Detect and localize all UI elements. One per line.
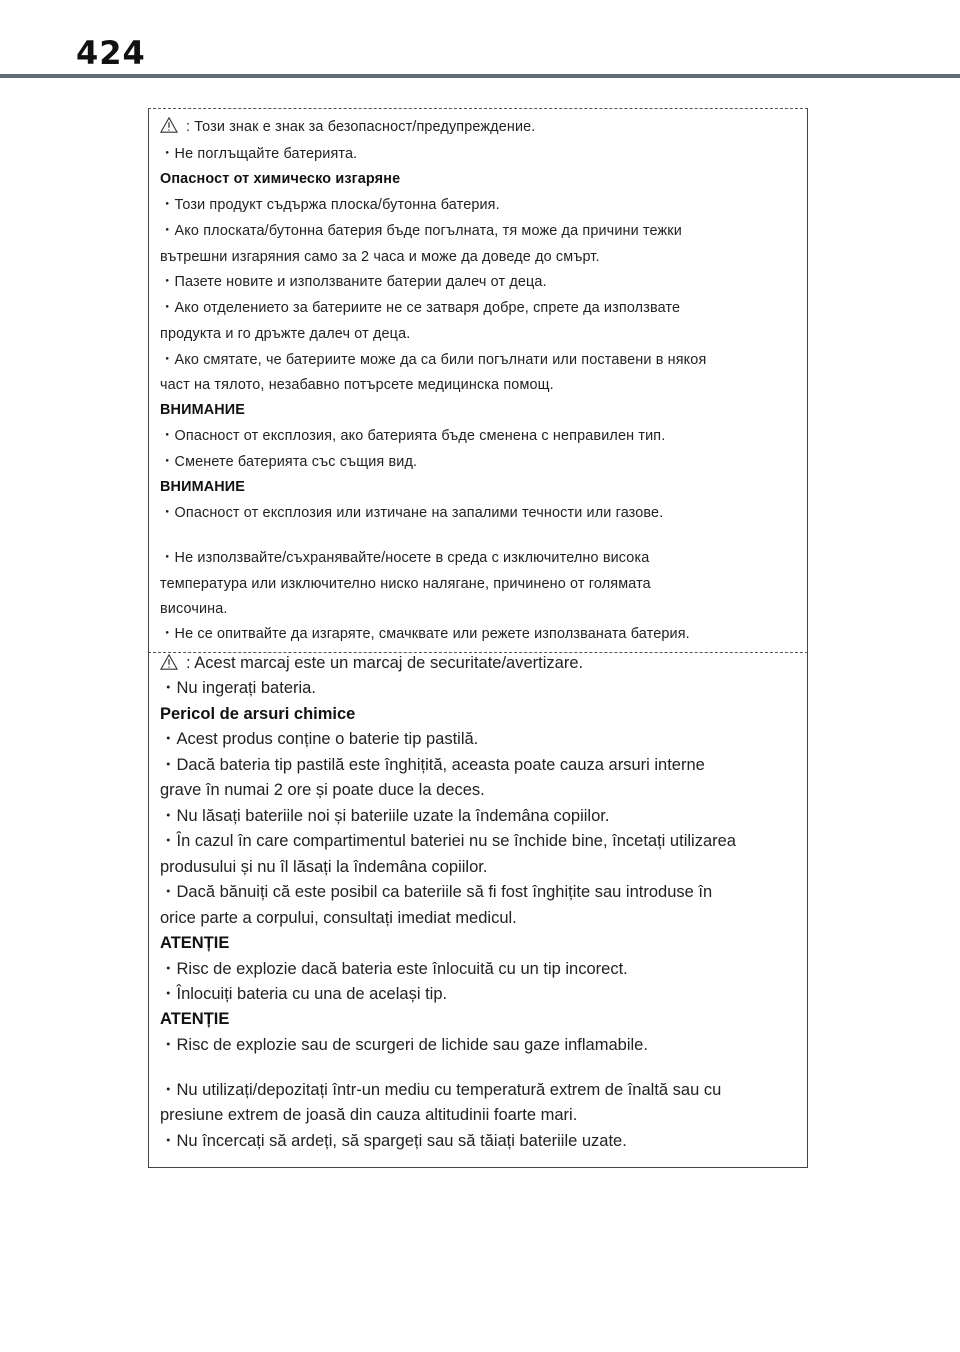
line-text: ・Dacă bateria tip pastilă este înghițită, aceasta poate cauza arsuri interne (160, 756, 705, 774)
warning-text-line (160, 780, 485, 800)
line-text: температура или изключително ниско налягане, причинено от голямата (160, 576, 651, 592)
warning-symbol-line (160, 653, 583, 673)
line-text: ・Ако смятате, че батериите може да са били погълнати или поставени в някоя (160, 352, 707, 368)
line-text: Опасност от химическо изгаряне (160, 171, 401, 187)
warning-text-line (160, 548, 649, 568)
line-text: вътрешни изгаряния само за 2 часа и може да доведе до смърт. (160, 249, 600, 265)
line-text: ・Risc de explozie sau de scurgeri de lichide sau gaze inflamabile. (160, 1036, 648, 1054)
warning-text-line (160, 221, 682, 241)
warning-text-line (160, 1035, 648, 1055)
warning-text-line (160, 574, 651, 594)
line-text: ・Ако отделението за батериите не се затваря добре, спрете да използвате (160, 300, 681, 316)
section-heading (160, 477, 245, 497)
section-heading (160, 400, 245, 420)
warning-text-line (160, 678, 316, 698)
warning-text-line (160, 984, 447, 1004)
line-text: : Този знак е знак за безопасност/предупреждение. (186, 119, 536, 135)
line-text: ・Този продукт съдържа плоска/бутонна батерия. (160, 197, 500, 213)
warning-text-line (160, 144, 357, 164)
line-text: ・Опасност от експлозия, ако батерията бъде сменена с неправилен тип. (160, 428, 666, 444)
section-heading (160, 169, 400, 189)
line-text: Pericol de arsuri chimice (160, 705, 356, 723)
section-heading (160, 704, 355, 724)
section-heading (160, 933, 229, 953)
line-text: продукта и го дръжте далеч от деца. (160, 326, 411, 342)
warning-text-line (160, 272, 547, 292)
line-text: presiune extrem de joasă din cauza altitudinii foarte mari. (160, 1106, 578, 1124)
line-text: ・Не поглъщайте батерията. (160, 146, 358, 162)
warning-text-line (160, 755, 705, 775)
line-text: : Acest marcaj este un marcaj de securitate/avertizare. (186, 654, 584, 672)
line-text: orice parte a corpului, consultați imediat medicul. (160, 909, 517, 927)
line-text: ・Nu încercați să ardeți, să spargeți sau să tăiați bateriile uzate. (160, 1132, 627, 1150)
warning-text-line (160, 247, 600, 267)
line-text: част на тялото, незабавно потърсете медицинска помощ. (160, 377, 554, 393)
line-text: ・Nu utilizați/depozitați într-un mediu cu temperatură extrem de înaltă sau cu (160, 1081, 722, 1099)
warning-text-line (160, 729, 478, 749)
line-text: ・Сменете батерията със същия вид. (160, 454, 418, 470)
line-text: produsului și nu îl lăsați la îndemâna copiilor. (160, 858, 488, 876)
line-text: ・Înlocuiți bateria cu una de același tip. (160, 985, 448, 1003)
line-text: ・Acest produs conține o baterie tip pastilă. (160, 730, 479, 748)
warning-text-line (160, 806, 609, 826)
warning-symbol-line (160, 116, 535, 137)
line-text: ВНИМАНИЕ (160, 479, 246, 495)
line-text: grave în numai 2 ore și poate duce la deces. (160, 781, 485, 799)
line-text: ・Опасност от експлозия или изтичане на запалими течности или газове. (160, 505, 664, 521)
line-text: ・Ако плоската/бутонна батерия бъде погълната, тя може да причини тежки (160, 223, 682, 239)
warning-text-line (160, 599, 228, 619)
warning-text-line (160, 503, 663, 523)
section-heading (160, 1009, 229, 1029)
line-text: ・Dacă bănuiți că este posibil ca bateriile să fi fost înghițite sau introduse în (160, 883, 713, 901)
line-text: ATENȚIE (160, 1010, 230, 1028)
header-rule (0, 74, 960, 78)
line-text: височина. (160, 601, 228, 617)
line-text: ・Risc de explozie dacă bateria este înlocuită cu un tip incorect. (160, 960, 628, 978)
warning-text-line (160, 324, 410, 344)
warning-text-line (160, 350, 706, 370)
line-text: ・Не се опитвайте да изгаряте, смачквате или режете използваната батерия. (160, 626, 690, 642)
line-text: ATENȚIE (160, 934, 230, 952)
line-text: ・Nu lăsați bateriile noi și bateriile uzate la îndemâna copiilor. (160, 807, 610, 825)
warning-text-line (160, 959, 628, 979)
page-number: 424 (76, 34, 146, 72)
line-text: ・În cazul în care compartimentul bateriei nu se închide bine, încetați utilizarea (160, 832, 736, 850)
warning-triangle-icon (160, 653, 178, 671)
warning-triangle-icon (160, 116, 178, 134)
warning-text-line (160, 831, 736, 851)
warning-text-line (160, 452, 417, 472)
warning-text-line (160, 1105, 577, 1125)
warning-text-line (160, 882, 712, 902)
line-text: ・Не използвайте/съхранявайте/носете в среда с изключително висока (160, 550, 650, 566)
warning-text-line (160, 1080, 721, 1100)
warning-text-line (160, 426, 665, 446)
line-text: ・Nu ingerați bateria. (160, 679, 316, 697)
warning-text-line (160, 908, 517, 928)
warning-text-line (160, 195, 500, 215)
warning-text-line (160, 1131, 627, 1151)
warning-text-line (160, 857, 487, 877)
warning-text-line (160, 298, 680, 318)
warning-text-line (160, 375, 554, 395)
warning-text-line (160, 624, 690, 644)
line-text: ВНИМАНИЕ (160, 402, 246, 418)
line-text: ・Пазете новите и използваните батерии далеч от деца. (160, 274, 547, 290)
